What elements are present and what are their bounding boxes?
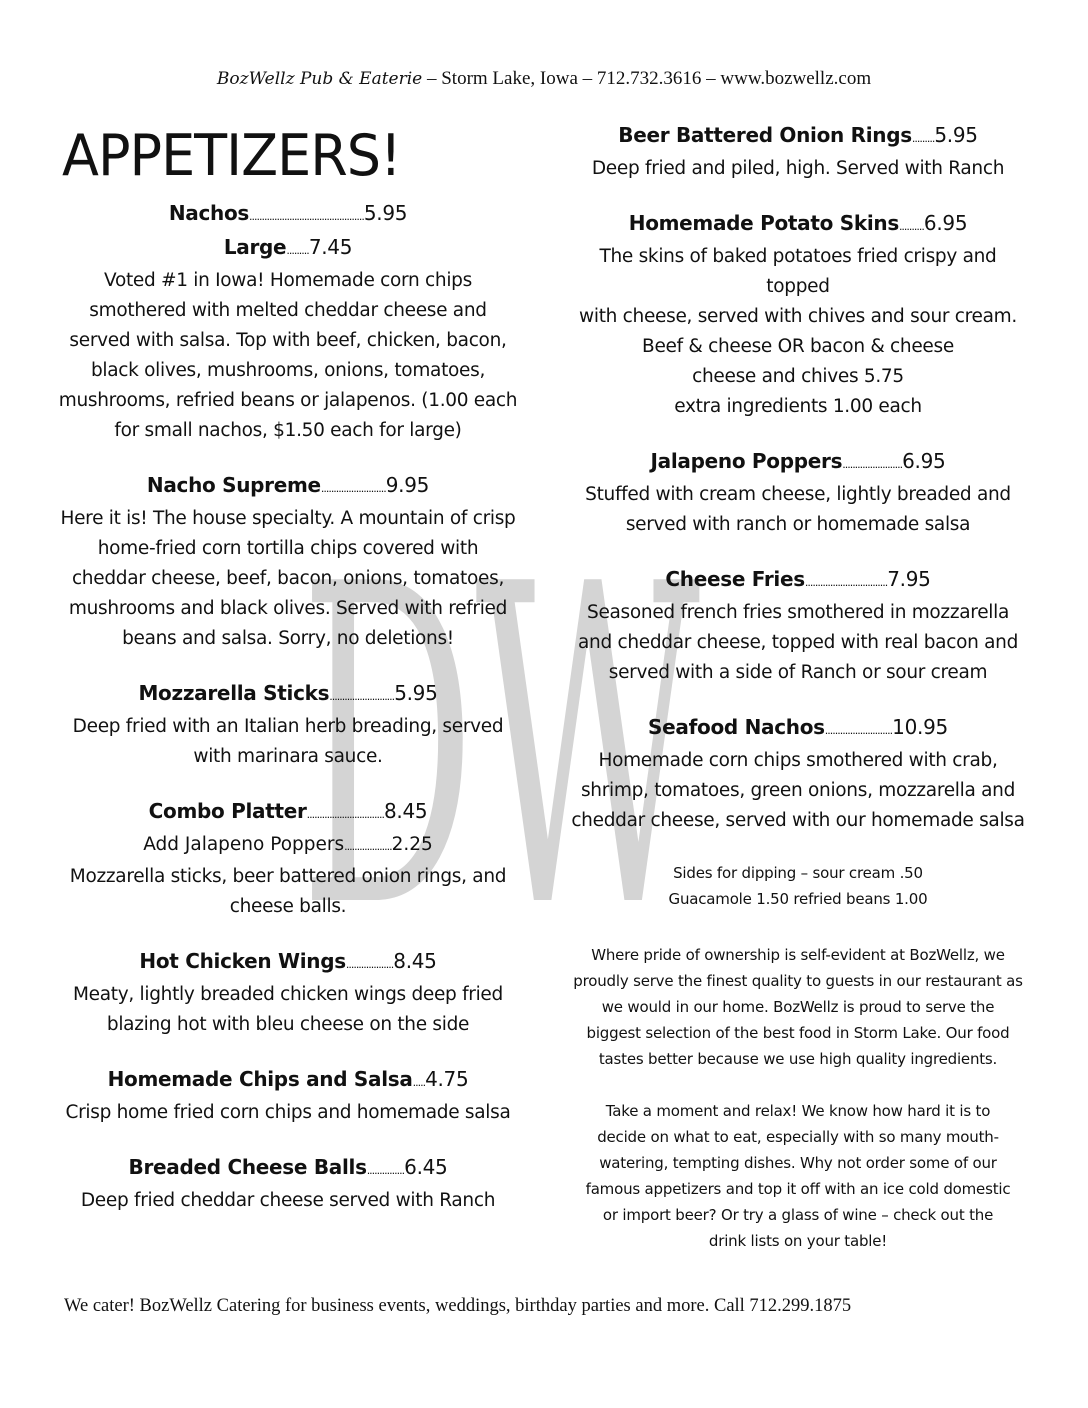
brand-name: BozWellz Pub & Eaterie xyxy=(216,69,423,89)
item-price: 5.95 xyxy=(394,681,438,705)
item-description: Seasoned french fries smothered in mozzarella and cheddar cheese, topped with real bacon and served with a side of Ranch or sour cream xyxy=(577,602,1019,683)
menu-item-cheese-balls: Breaded Cheese Balls...............6.45 Deep fried cheddar cheese served with Ranch xyxy=(58,1152,518,1216)
dipping-sides: Sides for dipping – sour cream .50 Guacamole 1.50 refried beans 1.00 xyxy=(668,864,928,908)
ownership-paragraph: Where pride of ownership is self-evident at BozWellz, we proudly serve the finest quality to guests in our restaurant as we would in our home. BozWellz is proud to serve the biggest selection of the best food in Storm Lake. Our food tastes better because we use high quality ingredients. xyxy=(573,946,1023,1068)
item-name: Seafood Nachos xyxy=(648,715,825,739)
addon-price: 2.25 xyxy=(391,834,433,855)
menu-item-hot-chicken-wings: Hot Chicken Wings...................8.45 Meaty, lightly breaded chicken wings deep fried blazing hot with bleu cheese on the side xyxy=(58,946,518,1040)
item-name: Homemade Potato Skins xyxy=(628,211,899,235)
item-price: 8.45 xyxy=(384,799,428,823)
item-name: Nachos xyxy=(168,201,249,225)
menu-item-potato-skins: Homemade Potato Skins..........6.95 The skins of baked potatoes fried crispy and topped with cheese, served with chives and sour cream. Beef & cheese OR bacon & cheese cheese and chives 5.75 extra ingredients 1.00 each xyxy=(568,208,1028,422)
watermark-text: DW xyxy=(300,492,701,940)
item-description: Deep fried and piled, high. Served with Ranch xyxy=(591,158,1005,179)
header-contact: – Storm Lake, Iowa – 712.732.3616 – www.bozwellz.com xyxy=(422,68,872,89)
page-header xyxy=(0,68,1088,90)
page-title: APPETIZERS! xyxy=(62,122,401,189)
item-description: Meaty, lightly breaded chicken wings deep fried blazing hot with bleu cheese on the side xyxy=(73,984,503,1035)
item-name: Breaded Cheese Balls xyxy=(128,1155,367,1179)
item-description: Homemade corn chips smothered with crab, shrimp, tomatoes, green onions, mozzarella and cheddar cheese, served with our homemade salsa xyxy=(571,750,1025,831)
item-name: Homemade Chips and Salsa xyxy=(107,1067,413,1091)
item-price: 8.45 xyxy=(393,949,437,973)
item-price: 4.75 xyxy=(425,1067,469,1091)
item-price: 10.95 xyxy=(892,715,948,739)
item-description: Mozzarella sticks, beer battered onion rings, and cheese balls. xyxy=(69,866,507,917)
item-name: Cheese Fries xyxy=(665,567,805,591)
menu-item-cheese-fries: Cheese Fries.................................7.95 Seasoned french fries smothered in mozzarella and cheddar cheese, topped with real bacon and served with a side of Ranch or sour cream xyxy=(568,564,1028,688)
menu-item-nacho-supreme: Nacho Supreme..........................9.95 Here it is! The house specialty. A mountain of crisp home-fried corn tortilla chips covered with cheddar cheese, beef, bacon, onions, tomatoes, mushrooms and black olives. Served with refried beans and salsa. Sorry, no deletions! xyxy=(58,470,518,654)
item-description: The skins of baked potatoes fried crispy and topped with cheese, served with chives and sour cream. Beef & cheese OR bacon & cheese cheese and chives 5.75 extra ingredients 1.00 each xyxy=(579,246,1017,417)
relax-paragraph: Take a moment and relax! We know how hard it is to decide on what to eat, especially with so many mouth- watering, tempting dishes. Why not order some of our famous appetizers and top it off with an ice cold domestic or import beer? Or try a glass of wine – check out the drink lists on your table! xyxy=(585,1102,1011,1250)
menu-item-onion-rings: Beer Battered Onion Rings.........5.95 Deep fried and piled, high. Served with Ranch xyxy=(568,120,1028,184)
item-price: 6.95 xyxy=(923,211,968,235)
item-description: Crisp home fried corn chips and homemade salsa xyxy=(65,1102,511,1123)
item-description: Voted #1 in Iowa! Homemade corn chips smothered with melted cheddar cheese and served with salsa. Top with beef, chicken, bacon, black olives, mushrooms, onions, tomatoes, mushrooms, refried beans or jalapenos. (1.00 each for small nachos, $1.50 each for large) xyxy=(58,270,518,441)
menu-item-combo-platter: Combo Platter...............................8.45 Add Jalapeno Poppers...................2.25 Mozzarella sticks, beer battered onion rings, and cheese balls. xyxy=(58,796,518,922)
item-name: Large xyxy=(223,235,287,259)
menu-item-chips-and-salsa: Homemade Chips and Salsa.....4.75 Crisp home fried corn chips and homemade salsa xyxy=(58,1064,518,1128)
menu-item-jalapeno-poppers: Jalapeno Poppers........................6.95 Stuffed with cream cheese, lightly breaded and served with ranch or homemade salsa xyxy=(568,446,1028,540)
item-name: Jalapeno Poppers xyxy=(650,449,843,473)
item-price: 6.45 xyxy=(404,1155,448,1179)
item-price: 5.95 xyxy=(934,123,978,147)
item-price: 9.95 xyxy=(385,473,430,497)
item-price: 7.95 xyxy=(887,567,931,591)
item-price: 6.95 xyxy=(902,449,946,473)
item-name: Nacho Supreme xyxy=(146,473,321,497)
item-name: Beer Battered Onion Rings xyxy=(618,123,912,147)
right-column xyxy=(568,120,1028,1280)
item-name: Combo Platter xyxy=(148,799,307,823)
left-column xyxy=(58,198,518,1240)
item-name: Hot Chicken Wings xyxy=(139,949,346,973)
item-description: Deep fried cheddar cheese served with Ranch xyxy=(80,1190,496,1211)
menu-item-seafood-nachos: Seafood Nachos...........................10.95 Homemade corn chips smothered with crab, shrimp, tomatoes, green onions, mozzarella and cheddar cheese, served with our homemade salsa xyxy=(568,712,1028,836)
addon-name: Add Jalapeno Poppers xyxy=(143,834,345,855)
item-price: 7.45 xyxy=(308,235,353,259)
item-description: Stuffed with cream cheese, lightly breaded and served with ranch or homemade salsa xyxy=(585,484,1011,535)
item-description: Here it is! The house specialty. A mountain of crisp home-fried corn tortilla chips covered with cheddar cheese, beef, bacon, onions, tomatoes, mushrooms and black olives. Served with refried beans and salsa. Sorry, no deletions! xyxy=(60,508,516,649)
catering-footer: We cater! BozWellz Catering for business events, weddings, birthday parties and more. Call 712.299.1875 xyxy=(64,1296,852,1316)
menu-item-nachos: Nachos..............................................5.95 Large.........7.45 Voted #1 in Iowa! Homemade corn chips smothered with melted cheddar cheese and served with salsa. Top with beef, chicken, bacon, black olives, mushrooms, onions, tomatoes, mushrooms, refried beans or jalapenos. (1.00 each for small nachos, $1.50 each for large) xyxy=(58,198,518,446)
item-description: Deep fried with an Italian herb breading, served with marinara sauce. xyxy=(72,716,504,767)
item-price: 5.95 xyxy=(363,201,408,225)
menu-item-mozzarella-sticks: Mozzarella Sticks..........................5.95 Deep fried with an Italian herb breading, served with marinara sauce. xyxy=(58,678,518,772)
item-name: Mozzarella Sticks xyxy=(138,681,330,705)
